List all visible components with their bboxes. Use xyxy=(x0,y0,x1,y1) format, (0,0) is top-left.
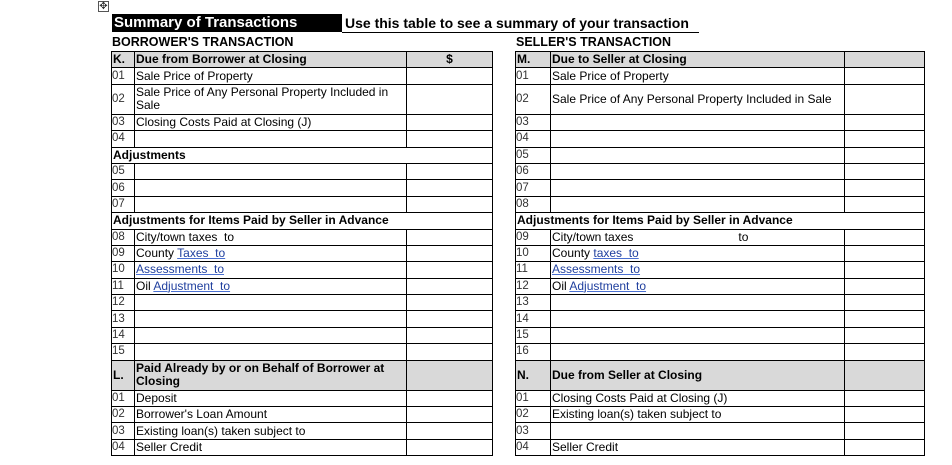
line-number: 03 xyxy=(516,423,551,439)
line-description[interactable] xyxy=(551,295,845,311)
seller-section-label: SELLER'S TRANSACTION xyxy=(516,35,672,49)
line-amount[interactable] xyxy=(845,262,925,278)
line-description[interactable] xyxy=(551,131,845,147)
line-amount[interactable] xyxy=(407,114,493,130)
line-description[interactable]: Existing loan(s) taken subject to xyxy=(551,407,845,423)
line-description[interactable] xyxy=(551,278,845,294)
table-row xyxy=(516,327,925,343)
table-row xyxy=(112,196,493,212)
line-amount[interactable] xyxy=(845,278,925,294)
table-row xyxy=(112,327,493,343)
line-description[interactable]: Seller Credit xyxy=(135,439,407,455)
line-description[interactable] xyxy=(135,327,407,343)
line-number: 13 xyxy=(516,295,551,311)
line-number: 06 xyxy=(516,163,551,179)
section-code: L. xyxy=(112,360,135,390)
line-number: 14 xyxy=(516,311,551,327)
line-description[interactable]: Sale Price of Property xyxy=(551,68,845,84)
line-amount[interactable] xyxy=(407,68,493,84)
line-number: 03 xyxy=(516,114,551,130)
line-description[interactable] xyxy=(551,311,845,327)
table-row xyxy=(112,407,493,423)
line-number: 07 xyxy=(516,180,551,196)
line-description[interactable]: Sale Price of Any Personal Property Included in Sale xyxy=(551,84,845,114)
item-label: County xyxy=(136,246,178,261)
line-number: 01 xyxy=(516,68,551,84)
line-description[interactable] xyxy=(135,278,407,294)
line-amount[interactable] xyxy=(407,262,493,278)
line-amount[interactable] xyxy=(407,131,493,147)
line-amount[interactable] xyxy=(845,407,925,423)
table-row xyxy=(516,180,925,196)
section-code: N. xyxy=(516,360,551,390)
borrower-section-label: BORROWER'S TRANSACTION xyxy=(112,35,294,49)
adjustments-header xyxy=(112,147,493,163)
line-description[interactable] xyxy=(135,131,407,147)
line-number: 01 xyxy=(112,68,135,84)
line-description[interactable] xyxy=(551,327,845,343)
line-amount[interactable] xyxy=(845,229,925,245)
line-number: 02 xyxy=(516,84,551,114)
line-amount[interactable] xyxy=(845,163,925,179)
title-divider xyxy=(342,32,699,33)
item-label: City/town taxes xyxy=(136,229,218,244)
line-description[interactable] xyxy=(135,295,407,311)
item-label: Oil xyxy=(552,278,570,293)
line-amount[interactable] xyxy=(845,327,925,343)
amount-header-cell xyxy=(845,52,925,68)
table-row xyxy=(112,131,493,147)
line-description[interactable] xyxy=(135,344,407,360)
line-number: 03 xyxy=(112,114,135,130)
section-n-header xyxy=(516,360,925,390)
table-row xyxy=(516,68,925,84)
item-field-link[interactable]: Adjustment to xyxy=(153,278,231,293)
line-amount[interactable] xyxy=(407,245,493,261)
line-description[interactable]: Closing Costs Paid at Closing (J) xyxy=(551,390,845,406)
section-code: K. xyxy=(112,52,135,68)
line-number: 04 xyxy=(516,131,551,147)
line-number: 06 xyxy=(112,180,135,196)
table-row xyxy=(112,439,493,455)
line-number: 08 xyxy=(516,196,551,212)
line-amount[interactable] xyxy=(845,245,925,261)
section-code: M. xyxy=(516,52,551,68)
line-description[interactable]: Seller Credit xyxy=(551,439,845,455)
line-number: 05 xyxy=(112,163,135,179)
line-number: 16 xyxy=(516,344,551,360)
table-row xyxy=(516,407,925,423)
table-row xyxy=(112,84,493,114)
line-number: 09 xyxy=(516,229,551,245)
item-field-link[interactable]: Adjustment to xyxy=(569,278,647,293)
line-amount[interactable] xyxy=(407,390,493,406)
item-field-link[interactable]: Assessments to xyxy=(136,262,225,277)
table-row xyxy=(516,114,925,130)
line-number: 05 xyxy=(516,147,551,163)
line-description[interactable] xyxy=(135,163,407,179)
line-description[interactable] xyxy=(551,344,845,360)
table-row xyxy=(516,390,925,406)
line-amount[interactable] xyxy=(845,295,925,311)
table-row xyxy=(516,311,925,327)
text-cursor xyxy=(924,368,925,388)
table-row xyxy=(516,229,925,245)
line-number: 11 xyxy=(112,278,135,294)
table-row xyxy=(112,114,493,130)
item-field-link[interactable]: taxes to xyxy=(593,246,639,261)
table-row xyxy=(112,295,493,311)
table-row xyxy=(516,163,925,179)
line-number: 08 xyxy=(112,229,135,245)
table-row xyxy=(516,131,925,147)
section-k-header xyxy=(112,52,493,68)
advance-adjustments-header xyxy=(516,213,925,229)
table-row xyxy=(112,245,493,261)
line-amount[interactable] xyxy=(845,131,925,147)
table-row xyxy=(112,229,493,245)
line-number: 10 xyxy=(516,245,551,261)
line-description[interactable] xyxy=(551,196,845,212)
page-subtitle: Use this table to see a summary of your transaction xyxy=(345,15,689,31)
item-label: City/town taxes xyxy=(552,229,634,244)
table-row xyxy=(112,311,493,327)
line-description[interactable] xyxy=(551,114,845,130)
line-amount[interactable] xyxy=(845,390,925,406)
line-number: 11 xyxy=(516,262,551,278)
table-row xyxy=(516,439,925,455)
line-amount[interactable] xyxy=(407,423,493,439)
item-suffix: to xyxy=(217,229,235,244)
line-number: 07 xyxy=(112,196,135,212)
item-label: County xyxy=(552,246,594,261)
line-number: 13 xyxy=(112,311,135,327)
line-description[interactable] xyxy=(551,180,845,196)
table-row xyxy=(516,147,925,163)
line-description[interactable]: Sale Price of Property xyxy=(135,68,407,84)
item-field-link[interactable]: Taxes to xyxy=(177,246,226,261)
table-row xyxy=(516,278,925,294)
table-row xyxy=(516,196,925,212)
line-number: 04 xyxy=(112,439,135,455)
line-description[interactable] xyxy=(551,229,845,245)
section-title: Due from Borrower at Closing xyxy=(135,52,407,68)
subsection-title: Adjustments xyxy=(112,147,493,163)
table-row xyxy=(112,278,493,294)
line-description[interactable]: Existing loan(s) taken subject to xyxy=(135,423,407,439)
line-number: 15 xyxy=(516,327,551,343)
page-title: Summary of Transactions xyxy=(112,14,342,32)
amount-header-cell xyxy=(407,360,493,390)
table-row xyxy=(112,180,493,196)
table-row xyxy=(112,344,493,360)
table-row xyxy=(516,262,925,278)
line-amount[interactable] xyxy=(407,311,493,327)
line-description[interactable] xyxy=(135,311,407,327)
table-row xyxy=(112,262,493,278)
item-suffix: to xyxy=(738,229,749,244)
line-amount[interactable] xyxy=(407,229,493,245)
line-amount[interactable] xyxy=(407,295,493,311)
line-amount[interactable] xyxy=(845,68,925,84)
line-amount[interactable] xyxy=(407,407,493,423)
line-amount[interactable] xyxy=(845,114,925,130)
section-title: Paid Already by or on Behalf of Borrower at Closing xyxy=(135,360,407,390)
table-row xyxy=(516,344,925,360)
line-number: 15 xyxy=(112,344,135,360)
line-amount[interactable] xyxy=(845,439,925,455)
line-number: 12 xyxy=(112,295,135,311)
line-description[interactable]: Sale Price of Any Personal Property Included in Sale xyxy=(135,84,407,114)
line-number: 02 xyxy=(516,407,551,423)
line-description[interactable] xyxy=(135,229,407,245)
line-number: 01 xyxy=(112,390,135,406)
table-row xyxy=(112,390,493,406)
line-number: 01 xyxy=(516,390,551,406)
line-description[interactable] xyxy=(551,423,845,439)
line-amount[interactable] xyxy=(845,147,925,163)
amount-header-cell: $ xyxy=(407,52,493,68)
line-amount[interactable] xyxy=(407,163,493,179)
line-number: 04 xyxy=(112,131,135,147)
line-number: 10 xyxy=(112,262,135,278)
subsection-title: Adjustments for Items Paid by Seller in Advance xyxy=(516,213,925,229)
amount-header-cell xyxy=(845,360,925,390)
line-amount[interactable] xyxy=(845,344,925,360)
table-row xyxy=(516,84,925,114)
line-amount[interactable] xyxy=(407,278,493,294)
line-description[interactable] xyxy=(551,245,845,261)
line-description[interactable] xyxy=(135,245,407,261)
line-number: 02 xyxy=(112,407,135,423)
line-amount[interactable] xyxy=(407,439,493,455)
line-description[interactable] xyxy=(135,180,407,196)
line-description[interactable] xyxy=(135,262,407,278)
line-number: 09 xyxy=(112,245,135,261)
section-title: Due from Seller at Closing xyxy=(551,360,845,390)
line-number: 03 xyxy=(112,423,135,439)
line-amount[interactable] xyxy=(407,84,493,114)
table-row xyxy=(112,423,493,439)
line-description[interactable]: Deposit xyxy=(135,390,407,406)
line-description[interactable]: Closing Costs Paid at Closing (J) xyxy=(135,114,407,130)
line-number: 02 xyxy=(112,84,135,114)
table-move-handle-icon[interactable]: ✥ xyxy=(99,1,108,12)
item-field-link[interactable]: Assessments to xyxy=(552,262,641,277)
item-label: Oil xyxy=(136,278,154,293)
line-amount[interactable] xyxy=(845,84,925,114)
section-l-header xyxy=(112,360,493,390)
line-number: 04 xyxy=(516,439,551,455)
line-number: 12 xyxy=(516,278,551,294)
line-description[interactable] xyxy=(135,196,407,212)
line-description[interactable] xyxy=(551,163,845,179)
line-amount[interactable] xyxy=(845,196,925,212)
line-amount[interactable] xyxy=(845,423,925,439)
seller-transaction-table xyxy=(515,51,925,456)
line-description[interactable] xyxy=(551,147,845,163)
line-description[interactable]: Borrower's Loan Amount xyxy=(135,407,407,423)
section-title: Due to Seller at Closing xyxy=(551,52,845,68)
subsection-title: Adjustments for Items Paid by Seller in Advance xyxy=(112,213,493,229)
line-description[interactable] xyxy=(551,262,845,278)
table-row xyxy=(112,68,493,84)
line-amount[interactable] xyxy=(407,344,493,360)
table-row xyxy=(516,245,925,261)
line-number: 14 xyxy=(112,327,135,343)
advance-adjustments-header xyxy=(112,213,493,229)
line-amount[interactable] xyxy=(407,327,493,343)
line-amount[interactable] xyxy=(407,180,493,196)
line-amount[interactable] xyxy=(407,196,493,212)
table-row xyxy=(516,423,925,439)
line-amount[interactable] xyxy=(845,180,925,196)
section-m-header xyxy=(516,52,925,68)
table-row xyxy=(112,163,493,179)
table-row xyxy=(516,295,925,311)
line-amount[interactable] xyxy=(845,311,925,327)
borrower-transaction-table xyxy=(111,51,493,456)
